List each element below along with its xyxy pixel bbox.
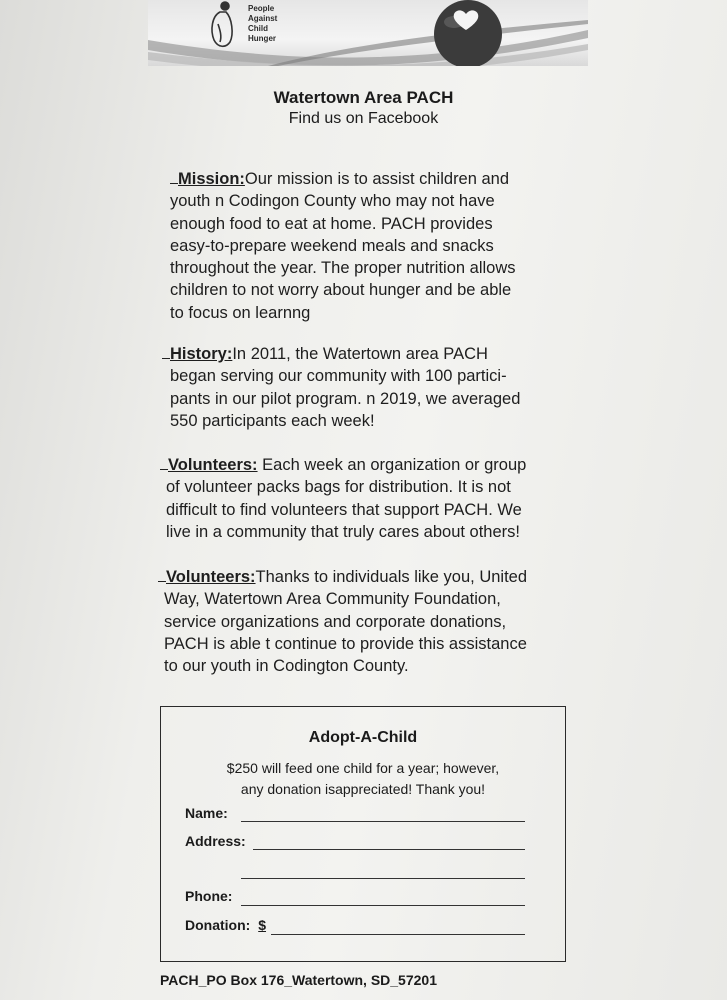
section-line: In 2011, the Watertown area PACH — [232, 345, 488, 363]
section-line: 550 participants each week! — [170, 411, 375, 430]
donation-label — [185, 917, 266, 933]
header-swoosh — [148, 0, 588, 66]
section-label: Mission: — [178, 170, 245, 188]
phone-field[interactable] — [241, 905, 525, 906]
section-line: to our youth in Codington County. — [164, 657, 409, 676]
phone-label: Phone: — [185, 888, 233, 904]
section-line: Our mission is to assist children and — [244, 170, 510, 188]
section-line: pants in our pilot program. n 2019, we averaged — [170, 389, 521, 408]
section-line: began serving our community with 100 partici- — [170, 367, 507, 386]
name-field[interactable] — [241, 821, 525, 822]
logo-line: People — [248, 4, 275, 13]
child-logo-icon — [212, 2, 232, 46]
section-line: difficult to find volunteers that support PACH. We — [166, 500, 522, 519]
logo-line: Against — [248, 14, 278, 23]
header-banner — [148, 0, 588, 66]
section-line: Way, Watertown Area Community Foundation, — [164, 590, 501, 609]
apple-heart-icon — [434, 0, 502, 66]
logo-line: Child — [248, 24, 268, 33]
section-line: children to not worry about hunger and be able — [170, 281, 512, 300]
section-line: throughout the year. The proper nutrition allows — [170, 259, 516, 278]
section-line: Thanks to individuals like you, United — [255, 568, 528, 586]
history-section — [162, 343, 520, 432]
adopt-a-child-form — [160, 706, 566, 962]
form-text-line: any donation isappreciated! Thank you! — [240, 781, 486, 797]
section-label: History: — [170, 345, 233, 363]
section-line: PACH is able t continue to provide this assistance — [164, 634, 527, 653]
donors-section — [158, 566, 527, 677]
address-label: Address: — [185, 833, 246, 849]
section-line: youth n Codingon County who may not have — [170, 192, 495, 211]
section-label: Volunteers: — [168, 456, 258, 474]
form-text-line: $250 will feed one child for a year; however, — [226, 760, 500, 776]
section-line: Each week an organization or group — [262, 456, 527, 474]
section-line: of volunteer packs bags for distribution. It is not — [166, 478, 511, 497]
address-field-line2[interactable] — [241, 878, 525, 879]
section-label: Volunteers: — [166, 568, 256, 586]
form-description — [161, 758, 565, 800]
donation-label-text: Donation: — [185, 917, 251, 933]
name-label: Name: — [185, 805, 228, 821]
section-line: easy-to-prepare weekend meals and snacks — [170, 236, 494, 255]
dollar-sign: $ — [258, 917, 267, 933]
form-title: Adopt-A-Child — [308, 729, 418, 746]
section-line: live in a community that truly cares about others! — [166, 522, 520, 541]
section-line: service organizations and corporate donations, — [164, 612, 507, 631]
section-line: to focus on learnng — [170, 303, 311, 322]
document-subtitle: Find us on Facebook — [288, 110, 439, 127]
donation-field[interactable] — [271, 934, 525, 935]
section-line: enough food to eat at home. PACH provides — [170, 214, 493, 233]
logo-text — [248, 4, 277, 44]
mission-section — [170, 168, 516, 324]
mailing-address: PACH_PO Box 176_Watertown, SD_57201 — [160, 972, 437, 988]
address-field[interactable] — [253, 849, 525, 850]
volunteers-section — [160, 454, 526, 543]
document-title: Watertown Area PACH — [273, 88, 454, 107]
logo-line: Hunger — [248, 34, 276, 43]
